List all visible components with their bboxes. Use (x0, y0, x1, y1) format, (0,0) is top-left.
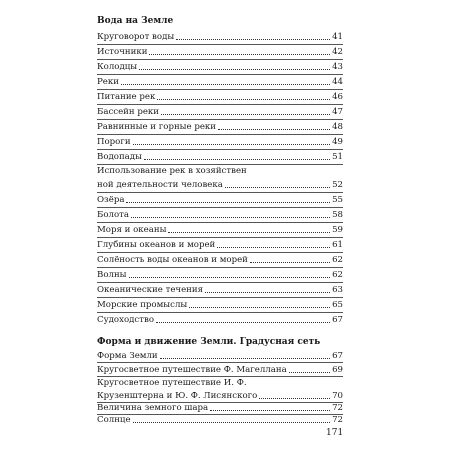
dot-leader (133, 422, 331, 423)
dot-leader (161, 114, 330, 115)
toc-entry-page: 58 (332, 210, 343, 220)
dot-leader (131, 217, 330, 218)
toc-entry-page: 67 (332, 351, 343, 361)
page-number: 171 (326, 428, 344, 438)
toc-entry (97, 363, 343, 375)
toc-entry-page: 43 (332, 62, 343, 72)
toc-entry (97, 298, 343, 310)
toc-entry (97, 223, 343, 235)
toc-entry (97, 105, 343, 117)
toc-entry-page: 47 (332, 107, 343, 117)
toc-entry-title: Бассейн реки (97, 107, 160, 117)
dot-leader (149, 54, 330, 55)
dot-leader (139, 69, 330, 70)
toc-entry-title: Морские промыслы (97, 300, 188, 310)
toc-entry-page: 44 (332, 77, 343, 87)
toc-entry-title-line1: Использование рек в хозяйствен (97, 166, 247, 176)
dot-leader (210, 410, 330, 411)
toc-entry-page: 70 (332, 391, 343, 401)
dot-leader (205, 292, 330, 293)
toc-entry (97, 90, 343, 102)
toc-entry-title: Озёра (97, 195, 125, 205)
toc-entry-page: 62 (332, 255, 343, 265)
toc-entry (97, 402, 343, 413)
toc-entry-title: Волны (97, 270, 127, 280)
toc-entry-page: 42 (332, 47, 343, 57)
toc-entry-title: Солнце (97, 415, 131, 425)
toc-entry-title: Равнинные и горные реки (97, 122, 217, 132)
toc-entry (97, 60, 343, 72)
dot-leader (217, 247, 330, 248)
toc-entry-title-line1: Кругосветное путешествие И. Ф. (97, 378, 247, 388)
section-title-water: Вода на Земле (97, 16, 174, 26)
dot-leader (121, 84, 330, 85)
dot-leader (218, 129, 330, 130)
dot-leader (157, 99, 330, 100)
toc-entry-page: 59 (332, 225, 343, 235)
toc-entry (97, 349, 343, 361)
dot-leader (133, 144, 330, 145)
toc-entry-title: Глубины океанов и морей (97, 240, 216, 250)
toc-entry (97, 45, 343, 57)
toc-entry (97, 150, 343, 162)
dot-leader (259, 398, 330, 399)
toc-entry-title: Водопады (97, 152, 142, 162)
toc-entry (97, 313, 343, 325)
toc-entry-title: Кругосветное путешествие Ф. Магеллана (97, 365, 287, 375)
toc-entry-page: 65 (332, 300, 343, 310)
toc-entry-title: Моря и океаны (97, 225, 167, 235)
toc-entry-page: 48 (332, 122, 343, 132)
dot-leader (189, 307, 330, 308)
toc-entry-title: Болота (97, 210, 129, 220)
toc-entry-page: 62 (332, 270, 343, 280)
toc-entry (97, 208, 343, 220)
toc-entry-page: 67 (332, 315, 343, 325)
toc-entry (97, 120, 343, 132)
toc-entry (97, 135, 343, 147)
toc-entry-page: 61 (332, 240, 343, 250)
toc-entry-title: Реки (97, 77, 119, 87)
toc-entry-page: 72 (332, 415, 343, 425)
toc-entry (97, 193, 343, 205)
dot-leader (289, 372, 330, 373)
dot-leader (129, 277, 331, 278)
toc-entry-page: 63 (332, 285, 343, 295)
toc-entry-title: Пороги (97, 137, 131, 147)
toc-entry (97, 283, 343, 295)
toc-entry-title: Крузенштерна и Ю. Ф. Лисянского (97, 391, 258, 401)
section-title-earth: Форма и движение Земли. Градусная сеть (97, 337, 321, 347)
toc-entry-page: 69 (332, 365, 343, 375)
toc-entry-title: Судоходство (97, 315, 154, 325)
dot-leader (176, 39, 330, 40)
toc-entry-page: 41 (332, 32, 343, 42)
toc-entry (97, 178, 343, 190)
dot-leader (156, 322, 330, 323)
toc-entry-page: 51 (332, 152, 343, 162)
row-rule (97, 164, 343, 165)
dot-leader (144, 159, 330, 160)
toc-entry-title: Океанические течения (97, 285, 204, 295)
toc-entry (97, 389, 343, 401)
toc-entry-title: Источники (97, 47, 148, 57)
dot-leader (250, 262, 330, 263)
dot-leader (225, 187, 330, 188)
dot-leader (160, 358, 330, 359)
toc-entry (97, 30, 343, 42)
toc-entry-page: 55 (332, 195, 343, 205)
toc-entry-title: ной деятельности человека (97, 180, 223, 190)
toc-entry (97, 253, 343, 265)
toc-entry-title: Форма Земли (97, 351, 158, 361)
toc-entry (97, 414, 343, 425)
row-rule (97, 376, 343, 377)
toc-entry-title: Колодцы (97, 62, 138, 72)
toc-entry-title: Круговорот воды (97, 32, 175, 42)
toc-entry-page: 46 (332, 92, 343, 102)
toc-entry-page: 49 (332, 137, 343, 147)
toc-entry-title: Питание рек (97, 92, 156, 102)
toc-entry (97, 238, 343, 250)
dot-leader (126, 202, 330, 203)
toc-entry (97, 75, 343, 87)
toc-entry-page: 52 (332, 180, 343, 190)
toc-entry-title: Солёность воды океанов и морей (97, 255, 248, 265)
dot-leader (168, 232, 330, 233)
toc-entry-title: Величина земного шара (97, 403, 209, 413)
toc-entry-page: 72 (332, 403, 343, 413)
toc-entry (97, 268, 343, 280)
